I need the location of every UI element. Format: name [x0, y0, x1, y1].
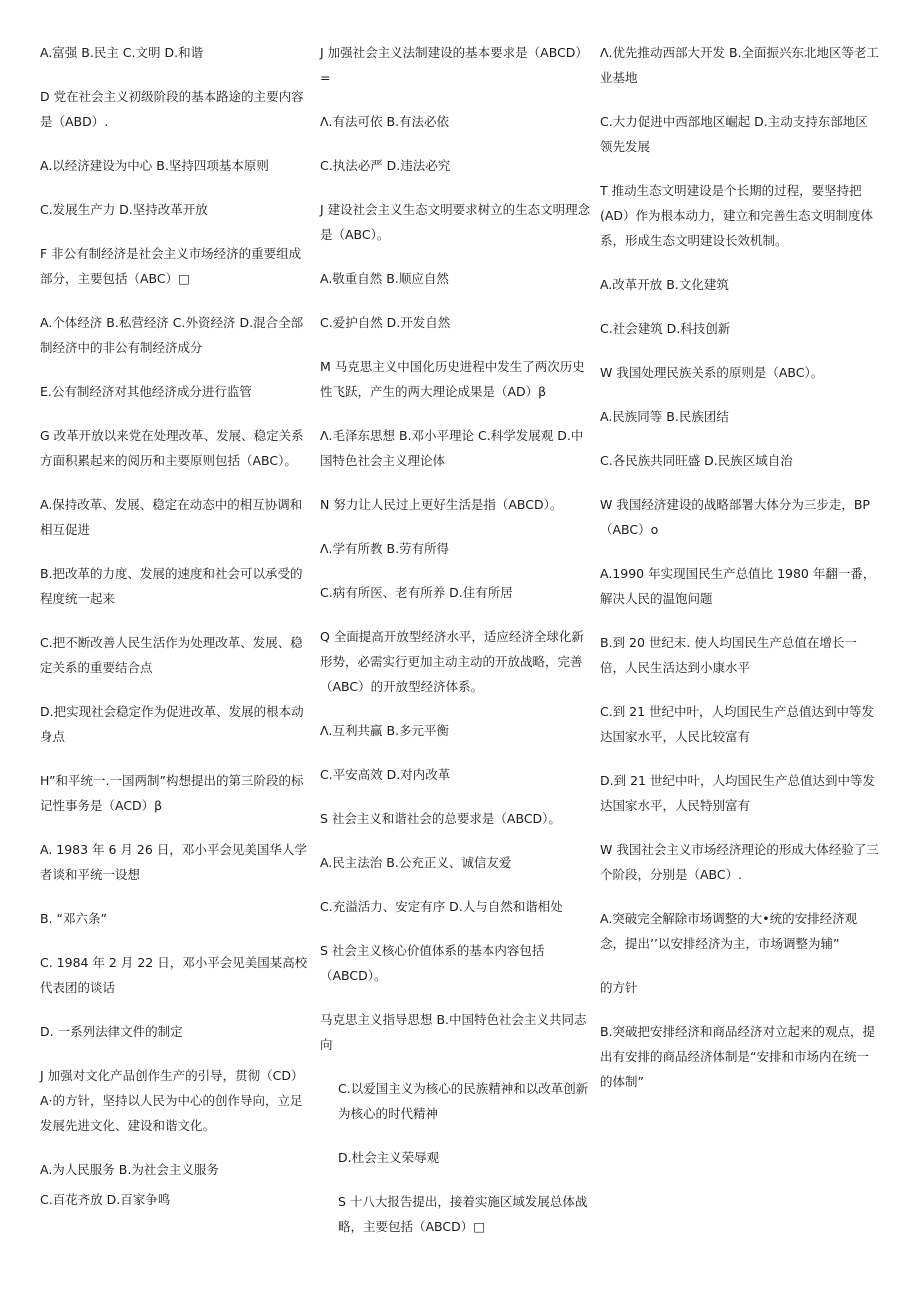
- option-line: A.突破完全解除市场调整的大•统的安排经济观念，提出’’以安排经济为主，市场调整为辅”: [600, 911, 858, 951]
- option-line: Λ.有法可依 B.有法必依: [320, 114, 450, 129]
- option-line: A.民族同等 B.民族团结: [600, 409, 729, 424]
- question-text: J 加强对文化产品创作生产的引导，贯彻（CD）A·的方针，坚持以人民为中心的创作导向，立足 发展先进文化、建设和谐文化。: [40, 1068, 304, 1133]
- question-text: S 十八大报告提出，接着实施区域发展总体战略，主要包括（ABCD）□: [338, 1194, 588, 1234]
- option-line: B.把改革的力度、发展的速度和社会可以承受的程度统一起来: [40, 566, 303, 606]
- option-line: C.大力促进中西部地区崛起 D.主动支持东部地区领先发展: [600, 114, 868, 154]
- option-line: C.充溢活力、安定有序 D.人与自然和谐相处: [320, 899, 563, 914]
- option-line: A.为人民服务 B.为社会主义服务: [40, 1162, 219, 1177]
- option-line: C.执法必严 D.违法必究: [320, 158, 451, 173]
- question-text: T 推动生态文明建设是个长期的过程，要坚持把(AD）作为根本动力，建立和完善生态文明制度体系，形成生态文明建设长效机制。: [600, 183, 874, 248]
- option-line: A.富强 B.民主 C.文明 D.和谐: [40, 45, 204, 60]
- question-text: S 社会主义核心价值体系的基本内容包括（ABCD）。: [320, 943, 545, 983]
- option-line: D.到 21 世纪中叶，人均国民生产总值达到中等发达国家水平，人民特别富有: [600, 773, 875, 813]
- option-line: Λ.学有所教 B.劳有所得: [320, 541, 450, 556]
- question-text: W 我国社会主义市场经济理论的形成大体经验了三个阶段，分别是（ABC）.: [600, 842, 879, 882]
- question-text: W 我国处理民族关系的原则是（ABC）。: [600, 365, 824, 380]
- option-line: C.各民族共同旺盛 D.民族区域自治: [600, 453, 793, 468]
- option-line: A.保持改革、发展、稳定在动态中的相互协调和相互促进: [40, 497, 303, 537]
- question-text: M 马克思主义中国化历史进程中发生了两次历史性飞跃，产生的两大理论成果是（AD）β: [320, 359, 585, 399]
- column-middle: [320, 40, 595, 1244]
- option-line: 马克思主义指导思想 B.中国特色社会主义共同志向: [320, 1012, 587, 1052]
- option-line: C.社会建筑 D.科技创新: [600, 321, 731, 336]
- option-line: C.爱护自然 D.开发自然: [320, 315, 451, 330]
- question-text: H”和平统一.一国两制”构想提出的第三阶段的标记性事务是（ACD）β: [40, 773, 304, 813]
- option-line: A. 1983 年 6 月 26 日，邓小平会见美国华人学者谈和平统一设想: [40, 842, 307, 882]
- option-line: B.突破把安排经济和商品经济对立起来的观点，提出有安排的商品经济体制是“安排和市场内在统一的体制”: [600, 1024, 876, 1089]
- option-line: D.杜会主义荣辱观: [338, 1150, 440, 1165]
- question-text: J 建设社会主义生态文明要求树立的生态文明理念是（ABC）。: [320, 202, 591, 242]
- option-line: A.个体经济 B.私营经济 C.外资经济 D.混合全部制经济中的非公有制经济成分: [40, 315, 304, 355]
- option-line: A.敬重自然 B.顺应自然: [320, 271, 449, 286]
- option-line: Λ.优先推动西部大开发 B.全面振兴东北地区等老工业基地: [600, 45, 880, 85]
- option-line: B.到 20 世纪末. 使人均国民生产总值在增长一倍，人民生活达到小康水平: [600, 635, 857, 675]
- question-text: D 党在社会主义初级阶段的基本路途的主要内容是（ABD）.: [40, 89, 304, 129]
- option-line: C.百花齐放 D.百家争鸣: [40, 1192, 171, 1207]
- option-line: A.以经济建设为中心 B.坚持四项基本原则: [40, 158, 269, 173]
- option-line: B. “邓六条”: [40, 911, 107, 926]
- option-line: D. 一系列法律文件的制定: [40, 1024, 183, 1039]
- question-text: G 改革开放以来党在处理改革、发展、稳定关系方面积累起来的阅历和主要原则包括（ABC）。: [40, 428, 304, 468]
- question-text: W 我国经济建设的战略部署大体分为三步走，BP（ABC）o: [600, 497, 870, 537]
- question-text: N 努力让人民过上更好生活是指（ABCD）。: [320, 497, 563, 512]
- option-line: Λ.毛泽东思想 B.邓小平理论 C.科学发展观 D.中国特色社会主义理论体: [320, 428, 584, 468]
- option-line: C.把不断改善人民生活作为处理改革、发展、稳定关系的重要结合点: [40, 635, 303, 675]
- option-line: A.改革开放 B.文化建筑: [600, 277, 729, 292]
- option-line: A.1990 年实现国民生产总值比 1980 年翻一番，解决人民的温饱问题: [600, 566, 876, 606]
- option-line: C.发展生产力 D.坚持改革开放: [40, 202, 208, 217]
- option-line: C.以爱国主义为核心的民族精神和以改革创新为核心的时代精神: [338, 1081, 589, 1121]
- column-right: [600, 40, 880, 1099]
- question-text: Q 全面提高开放型经济水平，适应经济全球化新形势，必需实行更加主动主动的开放战略，完善（ABC）的开放型经济体系。: [320, 629, 584, 694]
- question-text: F 非公有制经济是社会主义市场经济的重要组成部分，主要包括（ABC）□: [40, 246, 302, 286]
- option-line: C. 1984 年 2 月 22 日，邓小平会见美国某高校代表团的谈话: [40, 955, 308, 995]
- option-line: Λ.互利共赢 B.多元平衡: [320, 723, 450, 738]
- column-left: [40, 40, 310, 1217]
- option-line: C.到 21 世纪中叶，人均国民生产总值达到中等发达国家水平，人民比较富有: [600, 704, 875, 744]
- question-text: J 加强社会主义法制建设的基本要求是（ABCD）=: [320, 45, 588, 85]
- option-line: C.病有所医、老有所养 D.住有所居: [320, 585, 513, 600]
- option-line: 的方针: [600, 980, 638, 995]
- option-line: E.公有制经济对其他经济成分进行监管: [40, 384, 252, 399]
- option-line: A.民主法治 B.公充正义、诚信友爱: [320, 855, 512, 870]
- option-line: C.平安高效 D.对内改革: [320, 767, 451, 782]
- question-text: S 社会主义和谐社会的总要求是（ABCD）。: [320, 811, 561, 826]
- option-line: D.把实现社会稳定作为促进改革、发展的根本动身点: [40, 704, 304, 744]
